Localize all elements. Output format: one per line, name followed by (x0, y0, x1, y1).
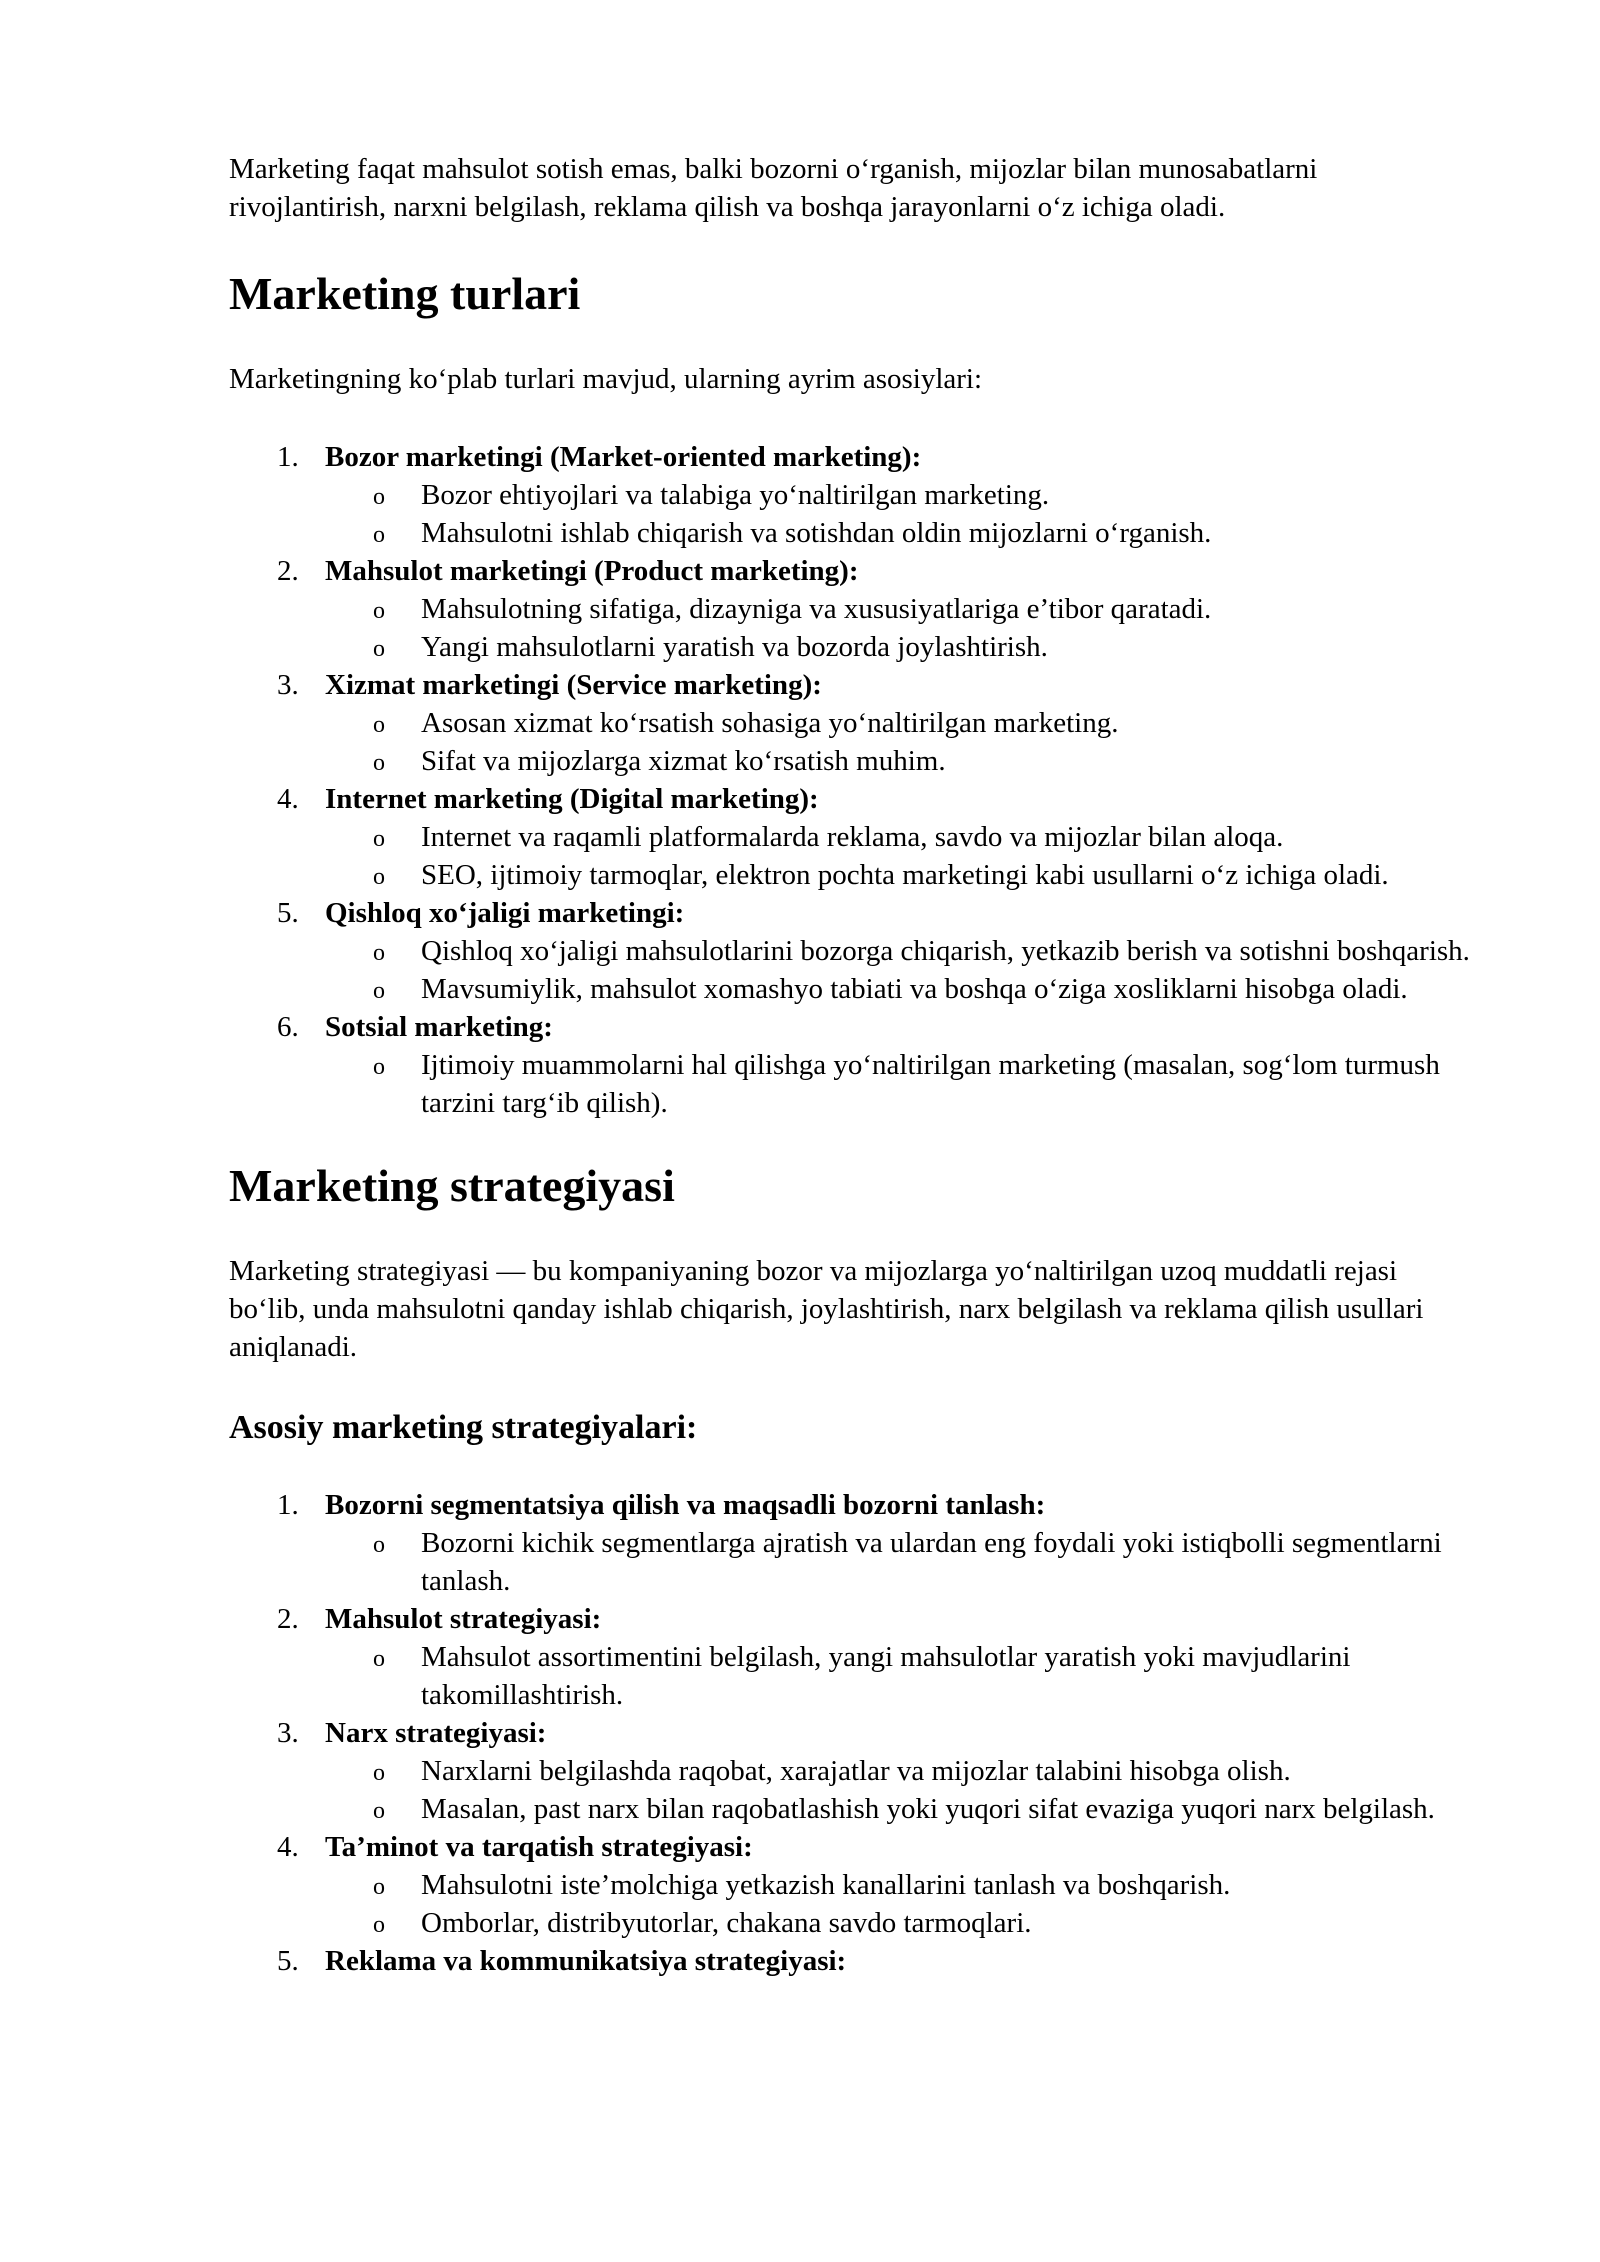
sub-bullet-item (325, 818, 1479, 856)
section2-lead-paragraph: Marketing strategiyasi — bu kompaniyaning bozor va mijozlarga yo‘naltirilgan uzoq muddatli rejasi bo‘lib, unda mahsulotni qanday ishlab chiqarish, joylashtirish, narx belgilash va reklama qilish usullari aniqlanadi. (229, 1255, 1424, 1363)
sub-bullet-item (325, 1638, 1479, 1714)
list-item-number: 5. (277, 897, 299, 929)
list-item (229, 1008, 1479, 1122)
sub-bullet-item (325, 1524, 1479, 1600)
bullet-icon: o (373, 598, 385, 624)
sub-bullet-item (325, 1904, 1479, 1942)
list-item-number: 4. (277, 1831, 299, 1863)
bullet-icon: o (373, 1798, 385, 1824)
list-item (229, 1714, 1479, 1828)
bullet-icon: o (373, 636, 385, 662)
sub-bullet-text: Mahsulotning sifatiga, dizayniga va xususiyatlariga e’tibor qaratadi. (421, 593, 1212, 625)
list-item (229, 780, 1479, 894)
bullet-icon: o (373, 1912, 385, 1938)
bullet-icon: o (373, 750, 385, 776)
sub-bullet-text: Internet va raqamli platformalarda reklama, savdo va mijozlar bilan aloqa. (421, 821, 1284, 853)
sub-bullet-text: Ijtimoiy muammolarni hal qilishga yo‘naltirilgan marketing (masalan, sog‘lom turmush tarzini targ‘ib qilish). (421, 1049, 1440, 1119)
bullet-icon: o (373, 1874, 385, 1900)
bullet-icon: o (373, 1760, 385, 1786)
sub-bullet-list (325, 590, 1479, 666)
sub-bullet-item (325, 476, 1479, 514)
section1-lead-paragraph: Marketingning ko‘plab turlari mavjud, ularning ayrim asosiylari: (229, 363, 983, 395)
list-item-title: Narx strategiyasi: (325, 1717, 547, 1749)
marketing-strategies-list (229, 1486, 1479, 1980)
sub-bullet-item (325, 932, 1479, 970)
sub-bullet-item (325, 742, 1479, 780)
list-item-title: Bozorni segmentatsiya qilish va maqsadli bozorni tanlash: (325, 1489, 1046, 1521)
list-item-number: 2. (277, 1603, 299, 1635)
sub-bullet-item (325, 970, 1479, 1008)
marketing-types-list (229, 438, 1479, 1122)
bullet-icon: o (373, 1054, 385, 1080)
sub-bullet-list (325, 1866, 1479, 1942)
sub-bullet-text: Mahsulot assortimentini belgilash, yangi mahsulotlar yaratish yoki mavjudlarini takomillashtirish. (421, 1641, 1351, 1711)
sub-bullet-list (325, 1638, 1479, 1714)
list-item-title: Ta’minot va tarqatish strategiyasi: (325, 1831, 753, 1863)
list-item-number: 3. (277, 669, 299, 701)
sub-bullet-text: Mavsumiylik, mahsulot xomashyo tabiati va boshqa o‘ziga xosliklarni hisobga oladi. (421, 973, 1408, 1005)
subheading-asosiy-strategiyalar: Asosiy marketing strategiyalari: (229, 1409, 698, 1446)
list-item-number: 2. (277, 555, 299, 587)
sub-bullet-text: Mahsulotni ishlab chiqarish va sotishdan oldin mijozlarni o‘rganish. (421, 517, 1212, 549)
bullet-icon: o (373, 712, 385, 738)
list-item-title: Internet marketing (Digital marketing): (325, 783, 819, 815)
bullet-icon: o (373, 484, 385, 510)
sub-bullet-item (325, 590, 1479, 628)
sub-bullet-item (325, 1752, 1479, 1790)
list-item (229, 894, 1479, 1008)
sub-bullet-text: Omborlar, distribyutorlar, chakana savdo tarmoqlari. (421, 1907, 1032, 1939)
sub-bullet-item (325, 1866, 1479, 1904)
sub-bullet-text: SEO, ijtimoiy tarmoqlar, elektron pochta marketingi kabi usullarni o‘z ichiga oladi. (421, 859, 1389, 891)
list-item-number: 4. (277, 783, 299, 815)
intro-paragraph: Marketing faqat mahsulot sotish emas, balki bozorni o‘rganish, mijozlar bilan munosabatlarni rivojlantirish, narxni belgilash, reklama qilish va boshqa jarayonlarni o‘z ichiga oladi. (229, 153, 1318, 223)
sub-bullet-text: Qishloq xo‘jaligi mahsulotlarini bozorga chiqarish, yetkazib berish va sotishni boshqarish. (421, 935, 1470, 967)
list-item-title: Xizmat marketingi (Service marketing): (325, 669, 822, 701)
sub-bullet-text: Yangi mahsulotlarni yaratish va bozorda joylashtirish. (421, 631, 1048, 663)
list-item (229, 1828, 1479, 1942)
sub-bullet-list (325, 476, 1479, 552)
sub-bullet-list (325, 932, 1479, 1008)
list-item-title: Qishloq xo‘jaligi marketingi: (325, 897, 685, 929)
list-item (229, 552, 1479, 666)
list-item-title: Mahsulot marketingi (Product marketing): (325, 555, 859, 587)
list-item-number: 3. (277, 1717, 299, 1749)
sub-bullet-list (325, 1752, 1479, 1828)
bullet-icon: o (373, 940, 385, 966)
list-item-number: 5. (277, 1945, 299, 1977)
bullet-icon: o (373, 1646, 385, 1672)
sub-bullet-text: Sifat va mijozlarga xizmat ko‘rsatish muhim. (421, 745, 946, 777)
document-content (229, 150, 1479, 2016)
sub-bullet-item (325, 704, 1479, 742)
list-item-title: Sotsial marketing: (325, 1011, 553, 1043)
list-item (229, 1600, 1479, 1714)
section-heading-marketing-turlari: Marketing turlari (229, 268, 581, 319)
sub-bullet-item (325, 1790, 1479, 1828)
sub-bullet-list (325, 1046, 1479, 1122)
sub-bullet-list (325, 818, 1479, 894)
list-item-number: 1. (277, 441, 299, 473)
list-item-number: 1. (277, 1489, 299, 1521)
bullet-icon: o (373, 1532, 385, 1558)
sub-bullet-text: Masalan, past narx bilan raqobatlashish yoki yuqori sifat evaziga yuqori narx belgilash. (421, 1793, 1435, 1825)
sub-bullet-item (325, 628, 1479, 666)
list-item-title: Reklama va kommunikatsiya strategiyasi: (325, 1945, 847, 1977)
bullet-icon: o (373, 864, 385, 890)
bullet-icon: o (373, 522, 385, 548)
sub-bullet-text: Narxlarni belgilashda raqobat, xarajatlar va mijozlar talabini hisobga olish. (421, 1755, 1291, 1787)
list-item (229, 1486, 1479, 1600)
list-item (229, 1942, 1479, 1980)
sub-bullet-item (325, 1046, 1479, 1122)
list-item-title: Mahsulot strategiyasi: (325, 1603, 602, 1635)
sub-bullet-text: Mahsulotni iste’molchiga yetkazish kanallarini tanlash va boshqarish. (421, 1869, 1231, 1901)
sub-bullet-text: Bozorni kichik segmentlarga ajratish va ulardan eng foydali yoki istiqbolli segmentlarni tanlash. (421, 1527, 1442, 1597)
bullet-icon: o (373, 826, 385, 852)
list-item (229, 438, 1479, 552)
list-item-title: Bozor marketingi (Market-oriented marketing): (325, 441, 922, 473)
bullet-icon: o (373, 978, 385, 1004)
sub-bullet-list (325, 704, 1479, 780)
sub-bullet-list (325, 1524, 1479, 1600)
sub-bullet-item (325, 856, 1479, 894)
list-item-number: 6. (277, 1011, 299, 1043)
sub-bullet-item (325, 514, 1479, 552)
sub-bullet-text: Bozor ehtiyojlari va talabiga yo‘naltirilgan marketing. (421, 479, 1050, 511)
section-heading-marketing-strategiyasi: Marketing strategiyasi (229, 1160, 675, 1211)
list-item (229, 666, 1479, 780)
sub-bullet-text: Asosan xizmat ko‘rsatish sohasiga yo‘naltirilgan marketing. (421, 707, 1119, 739)
